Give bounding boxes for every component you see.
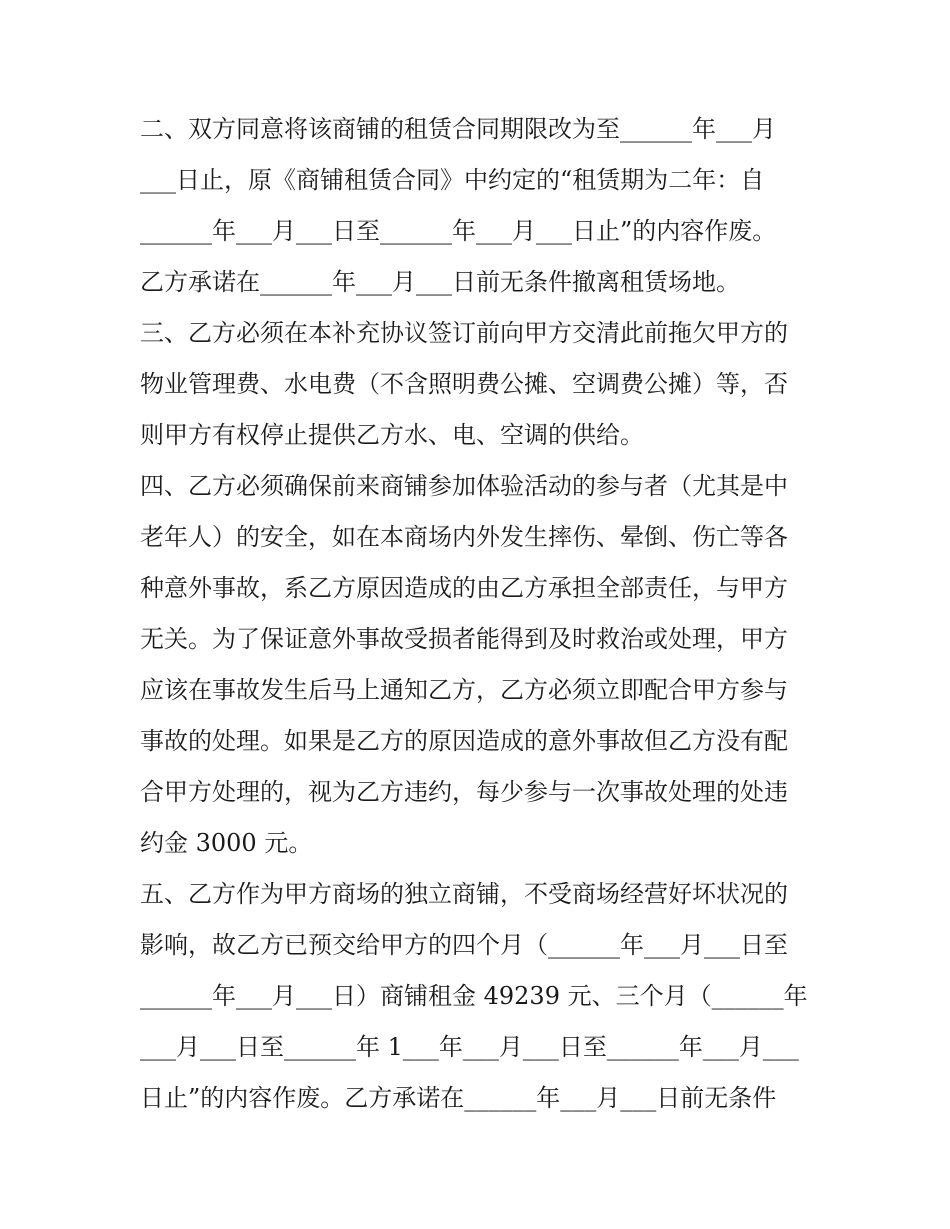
text-line: 五、乙方作为甲方商场的独立商铺，不受商场经营好坏状况的	[140, 880, 788, 908]
text-line: 无关。为了保证意外事故受损者能得到及时救治或处理，甲方	[140, 625, 788, 653]
text-line: 乙方承诺在______年___月___日前无条件撤离租赁场地。	[140, 268, 740, 296]
text-line: ___月___日至______年 1___年___月___日至______年___月___	[140, 1033, 799, 1061]
text-line: 则甲方有权停止提供乙方水、电、空调的供给。	[140, 421, 644, 449]
text-line: 影响，故乙方已预交给甲方的四个月（______年___月___日至	[140, 931, 788, 959]
text-line: ______年___月___日至______年___月___日止”的内容作废。	[140, 217, 777, 245]
text-line: 二、双方同意将该商铺的租赁合同期限改为至______年___月	[140, 115, 776, 143]
document-body	[140, 104, 820, 1124]
text-line: 种意外事故，系乙方原因造成的由乙方承担全部责任，与甲方	[140, 574, 788, 602]
text-line: 老年人）的安全，如在本商场内外发生摔伤、晕倒、伤亡等各	[140, 523, 788, 551]
text-line: 合甲方处理的，视为乙方违约，每少参与一次事故处理的处违	[140, 778, 788, 806]
text-line: ___日止，原《商铺租赁合同》中约定的“租赁期为二年：自	[140, 166, 765, 194]
text-line: 日止”的内容作废。乙方承诺在______年___月___日前无条件	[140, 1084, 777, 1112]
text-line: 事故的处理。如果是乙方的原因造成的意外事故但乙方没有配	[140, 727, 788, 755]
text-line: 四、乙方必须确保前来商铺参加体验活动的参与者（尤其是中	[140, 472, 788, 500]
text-line: 物业管理费、水电费（不含照明费公摊、空调费公摊）等，否	[140, 370, 788, 398]
text-line: 三、乙方必须在本补充协议签订前向甲方交清此前拖欠甲方的	[140, 319, 788, 347]
text-line: 约金 3000 元。	[140, 829, 313, 857]
text-line: 应该在事故发生后马上通知乙方，乙方必须立即配合甲方参与	[140, 676, 788, 704]
text-line: ______年___月___日）商铺租金 49239 元、三个月（______年	[140, 982, 808, 1010]
